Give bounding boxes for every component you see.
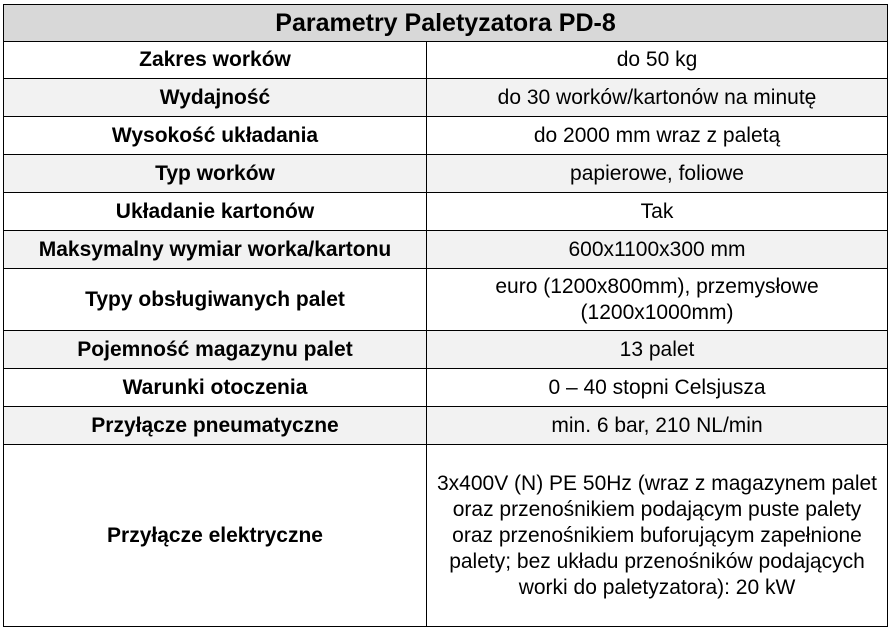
parameter-label: Układanie kartonów xyxy=(4,193,427,231)
table-row xyxy=(4,42,888,79)
table-row xyxy=(4,79,888,117)
parameters-table xyxy=(3,4,888,627)
parameter-label: Przyłącze pneumatyczne xyxy=(4,407,427,445)
table-title-row xyxy=(4,5,888,42)
table-row xyxy=(4,155,888,193)
parameter-label: Pojemność magazynu palet xyxy=(4,331,427,369)
table-row xyxy=(4,407,888,445)
table-row xyxy=(4,231,888,269)
table-row xyxy=(4,117,888,155)
table-row xyxy=(4,331,888,369)
table-row xyxy=(4,193,888,231)
parameter-label: Maksymalny wymiar worka/kartonu xyxy=(4,231,427,269)
parameter-label: Wydajność xyxy=(4,79,427,117)
parameter-value: 0 – 40 stopni Celsjusza xyxy=(427,369,888,407)
table-row xyxy=(4,369,888,407)
parameter-value: do 50 kg xyxy=(427,42,888,79)
parameter-value: min. 6 bar, 210 NL/min xyxy=(427,407,888,445)
table-row xyxy=(4,269,888,331)
parameter-value: euro (1200x800mm), przemysłowe (1200x1000mm) xyxy=(427,269,888,331)
parameter-label: Wysokość układania xyxy=(4,117,427,155)
parameter-label: Typy obsługiwanych palet xyxy=(4,269,427,331)
parameter-label: Przyłącze elektryczne xyxy=(4,445,427,627)
parameter-value: 600x1100x300 mm xyxy=(427,231,888,269)
parameter-label: Zakres worków xyxy=(4,42,427,79)
table-row xyxy=(4,445,888,627)
parameter-value: 3x400V (N) PE 50Hz (wraz z magazynem palet oraz przenośnikiem podającym puste palety oraz przenośnikiem buforującym zapełnione palety; bez układu przenośników podających worki do paletyzatora): 20 kW xyxy=(427,445,888,627)
parameter-value: 13 palet xyxy=(427,331,888,369)
parameter-value: papierowe, foliowe xyxy=(427,155,888,193)
parameter-value: do 2000 mm wraz z paletą xyxy=(427,117,888,155)
parameter-value: do 30 worków/kartonów na minutę xyxy=(427,79,888,117)
parameter-label: Typ worków xyxy=(4,155,427,193)
table-title: Parametry Paletyzatora PD-8 xyxy=(4,5,888,42)
parameter-label: Warunki otoczenia xyxy=(4,369,427,407)
parameter-value: Tak xyxy=(427,193,888,231)
